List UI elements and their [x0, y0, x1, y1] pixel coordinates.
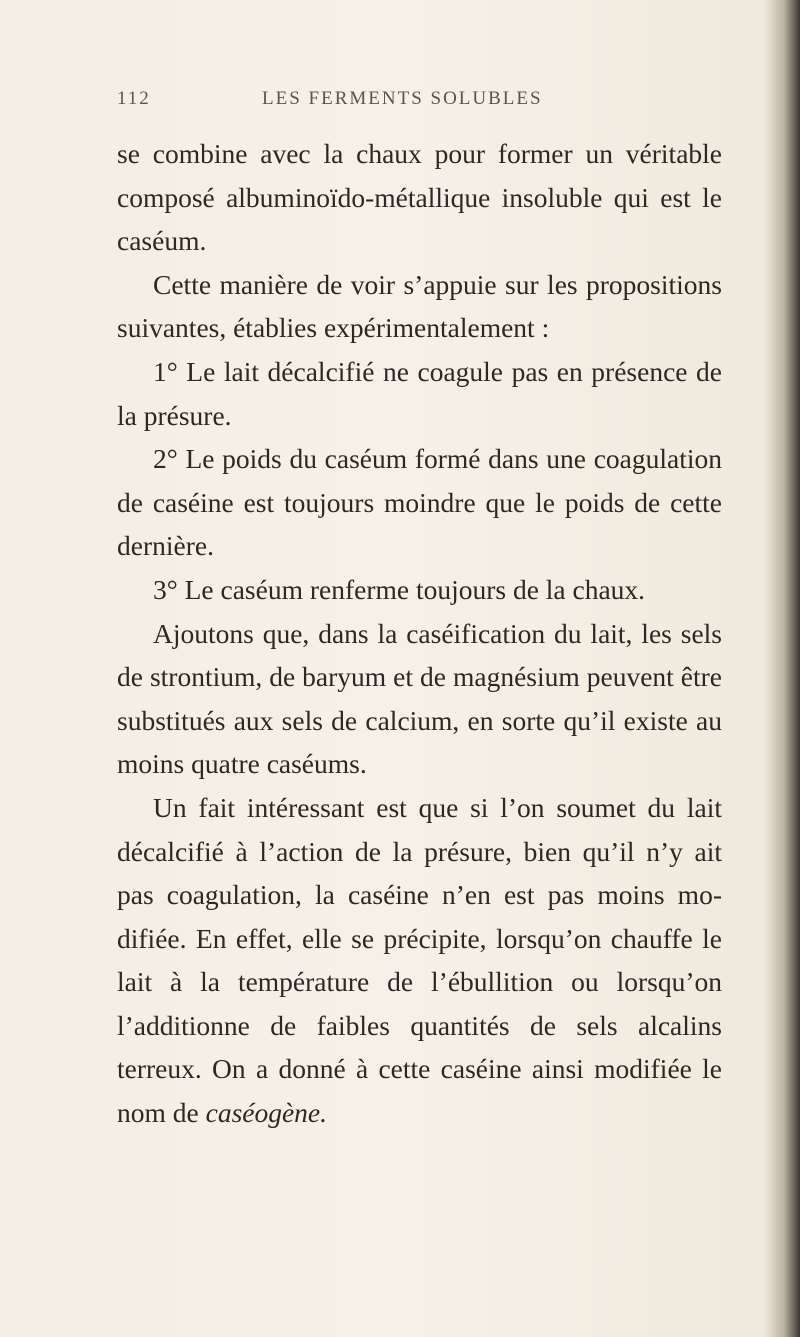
paragraph-text: 3° Le caséum renferme toujours de la chaux. [153, 573, 646, 605]
paragraph-5 [117, 568, 722, 612]
paragraph-7 [117, 786, 722, 1135]
italic-term: caséogène. [205, 1097, 328, 1129]
paragraph-text: Cette manière de voir s’appuie sur les propositions suivantes, établies expérimentalement : [117, 268, 722, 344]
paragraph-text: se combine avec la chaux pour former un véritable composé albuminoïdo-métallique insoluble qui est le caséum. [117, 138, 722, 257]
paragraph-6 [117, 612, 722, 786]
running-head [117, 88, 717, 116]
paragraph-text: 1° Le lait décalcifié ne coagule pas en présence de la présure. [117, 355, 722, 431]
paragraph-1 [117, 132, 722, 263]
paragraph-3 [117, 350, 722, 437]
paragraph-4 [117, 437, 722, 568]
paragraph-text: Ajoutons que, dans la caséification du lait, les sels de strontium, de baryum et de magnésium peuvent être substitués aux sels de calcium, en sorte qu’il existe au moins quatre caséums. [117, 617, 722, 780]
paragraph-2 [117, 263, 722, 350]
paragraph-text: Un fait intéressant est que si l’on soumet du lait décalcifié à l’action de la présure, bien qu’il n’y ait pas coagulation, la caséine n’en est pas moins modifiée. En effet, elle se précipite, lorsqu’on chauffe le lait à la température de l’ébullition ou lorsqu’on l’additionne de faibles quantités de sels alcalins terreux. On a donné à cette caséine ainsi modifiée le nom de [117, 791, 722, 1129]
paragraph-text: 2° Le poids du caséum formé dans une coagulation de caséine est toujours moindre que le poids de cette dernière. [117, 443, 722, 562]
body-text [117, 132, 722, 1135]
page-number: 112 [117, 88, 151, 109]
running-title: LES FERMENTS SOLUBLES [262, 88, 543, 109]
page-spine-shadow [764, 0, 800, 1337]
